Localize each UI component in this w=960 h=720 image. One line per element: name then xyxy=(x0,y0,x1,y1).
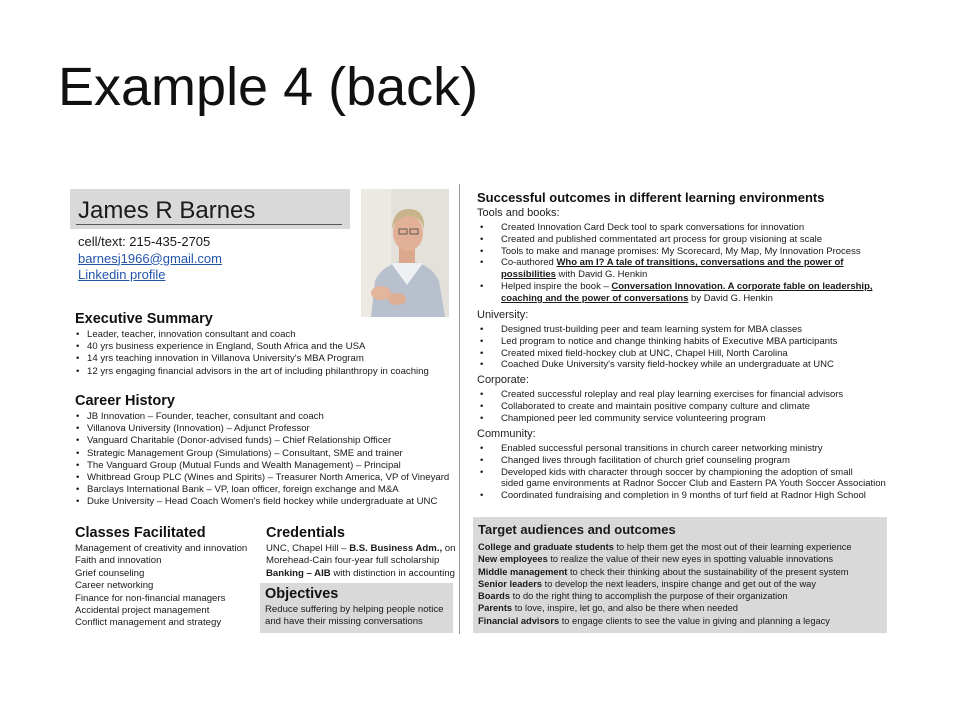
target-list xyxy=(478,541,852,627)
classes-heading: Classes Facilitated xyxy=(75,525,206,541)
target-row: Boards to do the right thing to accomplish the purpose of their organization xyxy=(478,591,788,602)
list-item: • The Vanguard Group (Mutual Funds and Wealth Management) – Principal xyxy=(75,460,449,472)
list-item: • Developed kids with character through soccer by championing the adoption of small xyxy=(477,467,886,479)
person-photo-illustration xyxy=(361,189,449,317)
tools-label: Tools and books: xyxy=(477,207,560,219)
target-heading: Target audiences and outcomes xyxy=(478,522,676,537)
list-item: • 12 yrs engaging financial advisors in the art of including philanthropy in coaching xyxy=(75,366,429,378)
objectives-heading: Objectives xyxy=(265,586,339,602)
credentials-heading: Credentials xyxy=(266,525,345,541)
list-item: • Created successful roleplay and real play learning exercises for financial advisors xyxy=(477,389,843,401)
outcomes-heading: Successful outcomes in different learning environments xyxy=(477,190,825,205)
list-item: • Created and published commentated art process for group visioning at scale xyxy=(477,234,873,246)
list-item: • Duke University – Head Coach Women's field hockey while undergraduate at UNC xyxy=(75,496,449,508)
tools-list xyxy=(477,222,873,305)
list-item: • Barclays International Bank – VP, loan officer, foreign exchange and M&A xyxy=(75,484,449,496)
list-item: • Enabled successful personal transitions in church career networking ministry xyxy=(477,443,886,455)
list-item-continued: possibilities with David G. Henkin xyxy=(501,269,648,281)
career-history-list xyxy=(75,411,449,509)
executive-summary-list xyxy=(75,329,429,378)
list-item: • JB Innovation – Founder, teacher, consultant and coach xyxy=(75,411,449,423)
list-item: • Strategic Management Group (Simulations) – Consultant, SME and trainer xyxy=(75,448,449,460)
list-item-continued: sided game environments at Radnor Soccer Club and Eastern PA Youth Soccer Association xyxy=(501,478,886,490)
phone-text: cell/text: 215-435-2705 xyxy=(78,234,211,249)
contact-block xyxy=(78,234,222,284)
name-banner xyxy=(70,189,350,229)
community-list xyxy=(477,443,886,502)
list-item: Accidental project management xyxy=(75,605,210,617)
list-item: • Leader, teacher, innovation consultant and coach xyxy=(75,329,429,341)
list-item: • Helped inspire the book – Conversation Innovation. A corporate fable on leadership, xyxy=(477,281,873,293)
target-row: Middle management to check their thinking about the sustainability of the present system xyxy=(478,566,849,577)
name-underline xyxy=(76,224,342,225)
list-item: • Co-authored Who am I? A tale of transitions, conversations and the power of xyxy=(477,257,873,269)
executive-summary-heading: Executive Summary xyxy=(75,311,213,327)
objectives-box xyxy=(260,583,453,633)
list-item: • Designed trust-building peer and team learning system for MBA classes xyxy=(477,324,837,336)
university-label: University: xyxy=(477,309,529,321)
list-item: Grief counseling xyxy=(75,567,145,579)
university-list xyxy=(477,324,837,371)
list-item: • Tools to make and manage promises: My Scorecard, My Map, My Innovation Process xyxy=(477,246,873,258)
list-item: • Coached Duke University's varsity field-hockey while an undergraduate at UNC xyxy=(477,359,837,371)
target-row: Senior leaders to develop the next leaders, inspire change and get out of the way xyxy=(478,578,817,589)
list-item: • Created mixed field-hockey club at UNC, Chapel Hill, North Carolina xyxy=(477,348,837,360)
list-item: Conflict management and strategy xyxy=(75,617,222,629)
corporate-label: Corporate: xyxy=(477,374,529,386)
credential-banking: Banking – AIB with distinction in accounting xyxy=(266,567,455,579)
list-item: • Vanguard Charitable (Donor-advised funds) – Chief Relationship Officer xyxy=(75,435,449,447)
list-item: Career networking xyxy=(75,580,154,592)
target-audiences-box xyxy=(473,517,887,633)
credential-scholarship: Morehead-Cain four-year full scholarship xyxy=(266,555,440,567)
target-row: Financial advisors to engage clients to see the value in giving and planning a legacy xyxy=(478,615,830,626)
list-item: • Whitbread Group PLC (Wines and Spirits) – Treasurer North America, VP of Vineyard xyxy=(75,472,449,484)
list-item: • Coordinated fundraising and completion in 9 months of turf field at Radnor High School xyxy=(477,490,886,502)
linkedin-link[interactable]: Linkedin profile xyxy=(78,267,166,282)
list-item: • 14 yrs teaching innovation in Villanova University's MBA Program xyxy=(75,353,429,365)
list-item: • 40 yrs business experience in England, South Africa and the USA xyxy=(75,341,429,353)
credential-degree: UNC, Chapel Hill – B.S. Business Adm., on xyxy=(266,543,456,554)
target-row: Parents to love, inspire, let go, and also be there when needed xyxy=(478,603,738,614)
column-divider xyxy=(459,184,460,634)
list-item: • Created Innovation Card Deck tool to spark conversations for innovation xyxy=(477,222,873,234)
list-item: • Championed peer led community service volunteering program xyxy=(477,413,843,425)
list-item: Faith and innovation xyxy=(75,555,162,567)
list-item: Finance for non-financial managers xyxy=(75,592,226,604)
book-title-link: Conversation Innovation. A corporate fable on leadership, xyxy=(611,280,873,292)
community-label: Community: xyxy=(477,428,536,440)
person-name: James R Barnes xyxy=(78,197,256,224)
list-item: • Led program to notice and change thinking habits of Executive MBA participants xyxy=(477,336,837,348)
target-row: New employees to realize the value of their new eyes in spotting valuable innovations xyxy=(478,554,834,565)
email-link[interactable]: barnesj1966@gmail.com xyxy=(78,250,222,266)
list-item: • Villanova University (Innovation) – Adjunct Professor xyxy=(75,423,449,435)
list-item-continued: coaching and the power of conversations by David G. Henkin xyxy=(501,292,773,304)
list-item: • Changed lives through facilitation of church grief counseling program xyxy=(477,455,886,467)
slide-title: Example 4 (back) xyxy=(58,57,479,117)
corporate-list xyxy=(477,389,843,424)
classes-list xyxy=(75,543,247,630)
book-title-link: Who am I? A tale of transitions, conversations and the power of xyxy=(556,257,844,269)
target-row: College and graduate students to help them get the most out of their learning experience xyxy=(478,542,852,552)
career-history-heading: Career History xyxy=(75,393,175,409)
list-item: Management of creativity and innovation xyxy=(75,543,248,554)
list-item: • Collaborated to create and maintain positive company culture and climate xyxy=(477,401,843,413)
profile-photo xyxy=(361,189,449,317)
objectives-text: Reduce suffering by helping people notice and have their missing conversations xyxy=(265,604,444,628)
credentials-list xyxy=(266,543,455,580)
